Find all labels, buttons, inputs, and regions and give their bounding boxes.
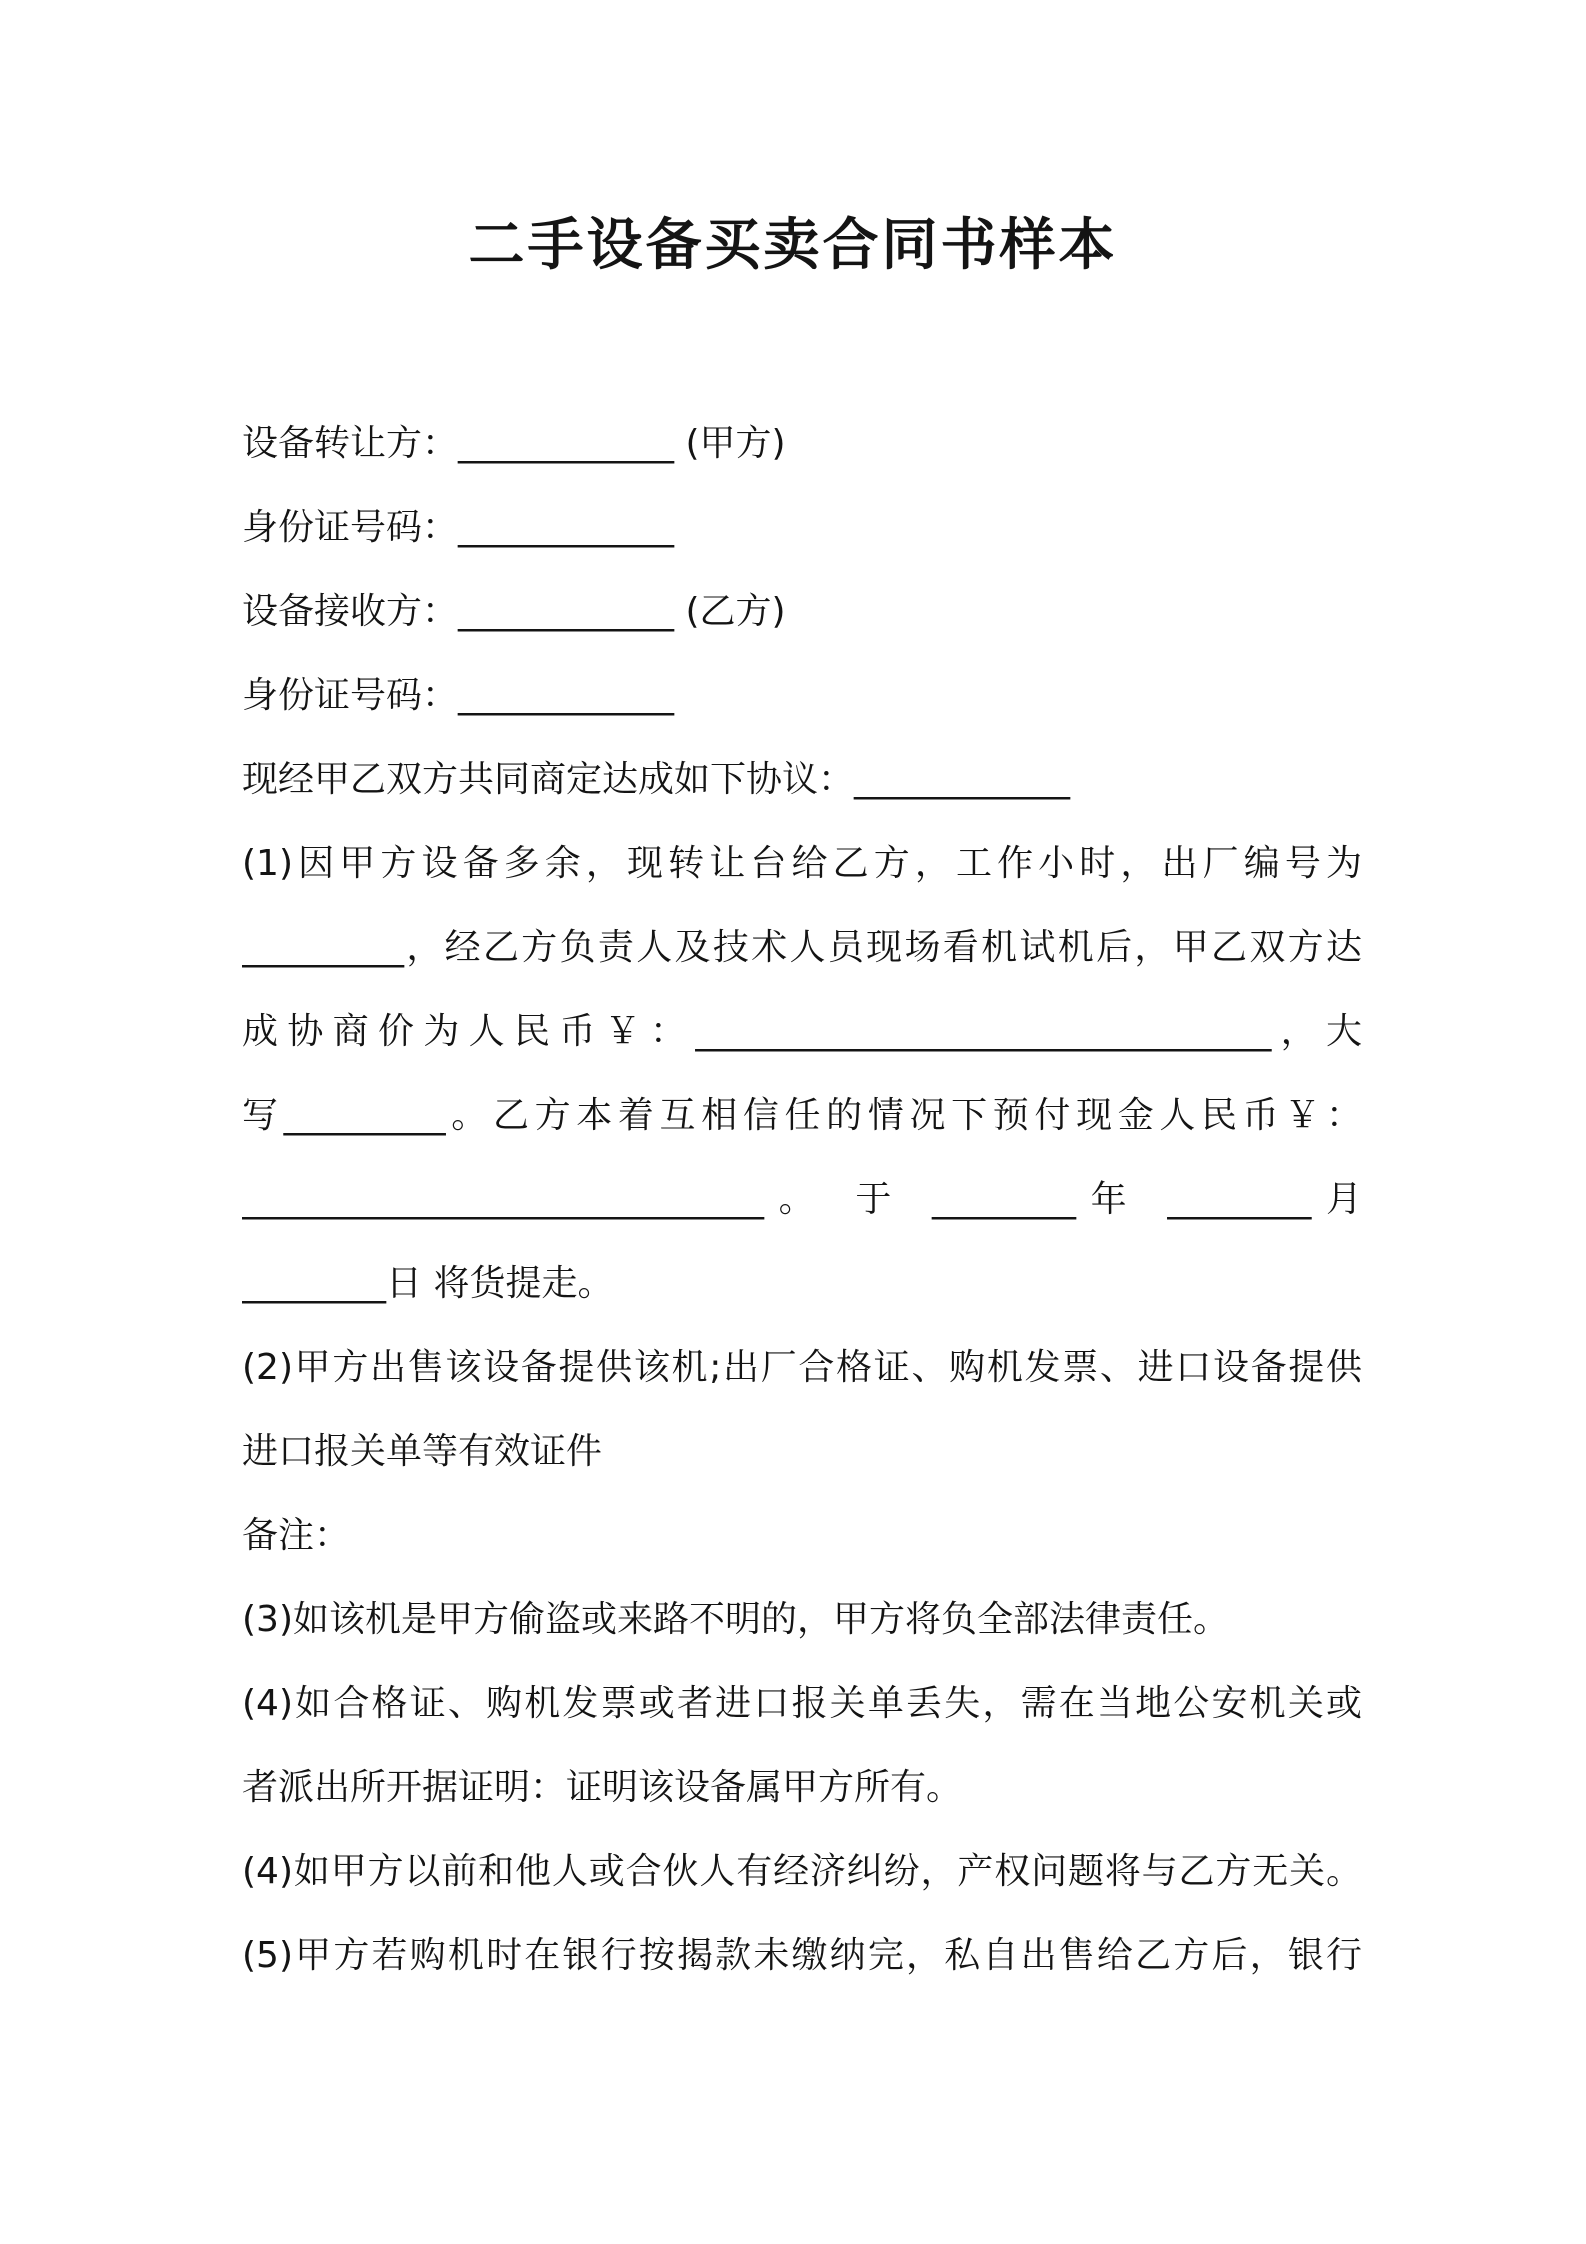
seller-id-line: 身份证号码：____________ — [242, 507, 675, 548]
clause-1-line-6: ________日 将货提走。 — [242, 1263, 614, 1304]
document-title: 二手设备买卖合同书样本 — [468, 213, 1118, 278]
clause-1-line-3: 成协商价为人民币￥：________________________________，大 — [242, 1011, 1362, 1052]
seller-line: 设备转让方：____________ (甲方) — [242, 423, 786, 464]
clause-3-line: (3)如该机是甲方偷盗或来路不明的，甲方将负全部法律责任。 — [242, 1599, 1229, 1640]
clause-4b-line: (4)如甲方以前和他人或合伙人有经济纠纷，产权问题将与乙方无关。 — [242, 1851, 1362, 1892]
clause-1-line-2: _________，经乙方负责人及技术人员现场看机试机后，甲乙双方达 — [242, 927, 1362, 968]
clause-1-line-4: 写_________。乙方本着互相信任的情况下预付现金人民币￥： — [242, 1095, 1362, 1136]
clause-4-line-2: 者派出所开据证明：证明该设备属甲方所有。 — [242, 1767, 963, 1808]
clause-1-line-5: _____________________________。 于 ________年 ________月 — [242, 1179, 1362, 1220]
buyer-id-line: 身份证号码：____________ — [242, 675, 675, 716]
clause-4-line-1: (4)如合格证、购机发票或者进口报关单丢失，需在当地公安机关或 — [242, 1683, 1362, 1724]
buyer-line: 设备接收方：____________ (乙方) — [242, 591, 786, 632]
clause-1-line-1: (1)因甲方设备多余，现转让台给乙方，工作小时，出厂编号为 — [242, 843, 1362, 884]
clause-2-line-2: 进口报关单等有效证件 — [242, 1431, 603, 1472]
agreement-intro-line: 现经甲乙双方共同商定达成如下协议：____________ — [242, 759, 1071, 800]
clause-5-line: (5)甲方若购机时在银行按揭款未缴纳完，私自出售给乙方后，银行 — [242, 1935, 1362, 1976]
clause-2-line-1: (2)甲方出售该设备提供该机;出厂合格证、购机发票、进口设备提供 — [242, 1347, 1362, 1388]
contract-body — [242, 402, 1362, 1998]
remarks-heading: 备注： — [242, 1515, 351, 1556]
